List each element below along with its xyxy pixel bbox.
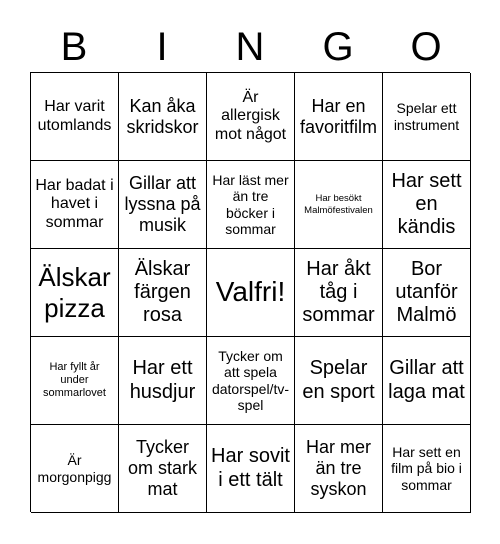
- bingo-cell[interactable]: Spelar en sport: [295, 337, 383, 425]
- bingo-cell[interactable]: Har besökt Malmöfestivalen: [295, 161, 383, 249]
- bingo-cell[interactable]: Älskar färgen rosa: [119, 249, 207, 337]
- bingo-cell[interactable]: Är allergisk mot något: [207, 73, 295, 161]
- bingo-grid: [30, 72, 470, 512]
- bingo-header: [30, 22, 470, 72]
- bingo-cell[interactable]: Har sett en film på bio i sommar: [383, 425, 471, 513]
- header-letter-i: I: [156, 25, 168, 69]
- bingo-cell[interactable]: Är morgonpigg: [31, 425, 119, 513]
- bingo-cell[interactable]: Har en favoritfilm: [295, 73, 383, 161]
- bingo-cell[interactable]: Gillar att laga mat: [383, 337, 471, 425]
- bingo-cell[interactable]: Tycker om stark mat: [119, 425, 207, 513]
- bingo-cell[interactable]: Älskar pizza: [31, 249, 119, 337]
- bingo-cell[interactable]: Kan åka skridskor: [119, 73, 207, 161]
- header-letter-b: B: [60, 25, 88, 69]
- bingo-cell[interactable]: Gillar att lyssna på musik: [119, 161, 207, 249]
- header-letter-o: O: [410, 25, 442, 69]
- bingo-cell[interactable]: Bor utanför Malmö: [383, 249, 471, 337]
- bingo-cell[interactable]: Har mer än tre syskon: [295, 425, 383, 513]
- bingo-cell[interactable]: Har läst mer än tre böcker i sommar: [207, 161, 295, 249]
- header-letter-n: N: [235, 25, 265, 69]
- bingo-cell[interactable]: Har ett husdjur: [119, 337, 207, 425]
- bingo-cell[interactable]: Har sett en kändis: [383, 161, 471, 249]
- bingo-cell[interactable]: Har badat i havet i sommar: [31, 161, 119, 249]
- bingo-cell-free[interactable]: Valfri!: [207, 249, 295, 337]
- bingo-cell[interactable]: Har varit utomlands: [31, 73, 119, 161]
- header-letter-g: G: [322, 25, 354, 69]
- bingo-cell[interactable]: Har sovit i ett tält: [207, 425, 295, 513]
- bingo-cell[interactable]: Spelar ett instrument: [383, 73, 471, 161]
- bingo-cell[interactable]: Tycker om att spela datorspel/tv-spel: [207, 337, 295, 425]
- bingo-cell[interactable]: Har åkt tåg i sommar: [295, 249, 383, 337]
- bingo-cell[interactable]: Har fyllt år under sommarlovet: [31, 337, 119, 425]
